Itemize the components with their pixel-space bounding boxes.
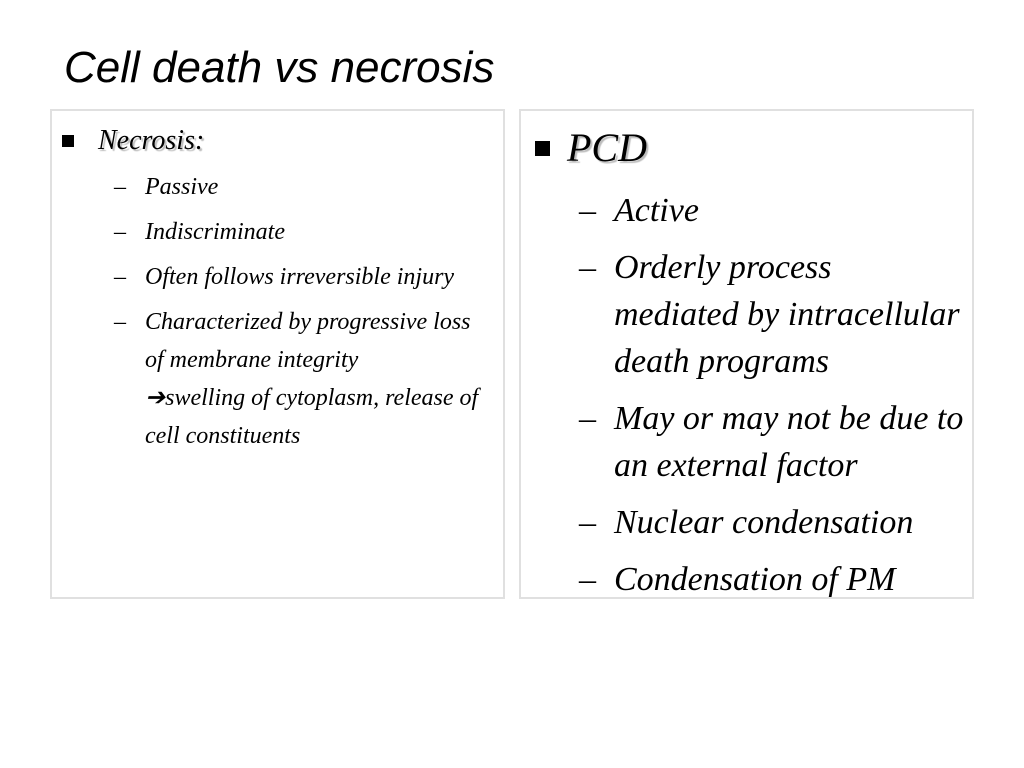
dash-marker: – xyxy=(579,504,596,541)
dash-marker: – xyxy=(579,400,596,437)
list-item: – Characterized by progressive loss of membrane integrity ➔swelling of cytoplasm, release of cell constituents xyxy=(145,303,490,455)
list-item: – Indiscriminate xyxy=(145,213,490,251)
necrosis-list xyxy=(114,168,490,462)
necrosis-heading xyxy=(62,124,204,158)
dash-marker: – xyxy=(579,249,596,286)
dash-marker: – xyxy=(579,561,596,598)
list-item: – Passive xyxy=(145,168,490,206)
list-item: – Orderly process mediated by intracellular death programs xyxy=(614,244,964,385)
square-bullet-icon xyxy=(535,141,550,156)
list-item: – Condensation of PM xyxy=(614,556,964,603)
necrosis-heading-label: Necrosis: xyxy=(98,125,205,156)
dash-marker: – xyxy=(114,264,126,290)
list-item: – Active xyxy=(614,187,964,234)
slide-title: Cell death vs necrosis xyxy=(64,43,495,92)
pcd-heading-label: PCD xyxy=(567,125,647,170)
right-arrow-icon: ➔ xyxy=(145,385,166,411)
square-bullet-icon xyxy=(62,135,74,147)
list-item: – Nuclear condensation xyxy=(614,499,964,546)
pcd-list xyxy=(579,187,964,613)
dash-marker: – xyxy=(114,219,126,245)
dash-marker: – xyxy=(114,174,126,200)
dash-marker: – xyxy=(579,192,596,229)
list-item: – May or may not be due to an external factor xyxy=(614,395,964,489)
pcd-heading xyxy=(535,125,647,171)
dash-marker: – xyxy=(114,309,126,335)
list-item: – Often follows irreversible injury xyxy=(145,258,490,296)
